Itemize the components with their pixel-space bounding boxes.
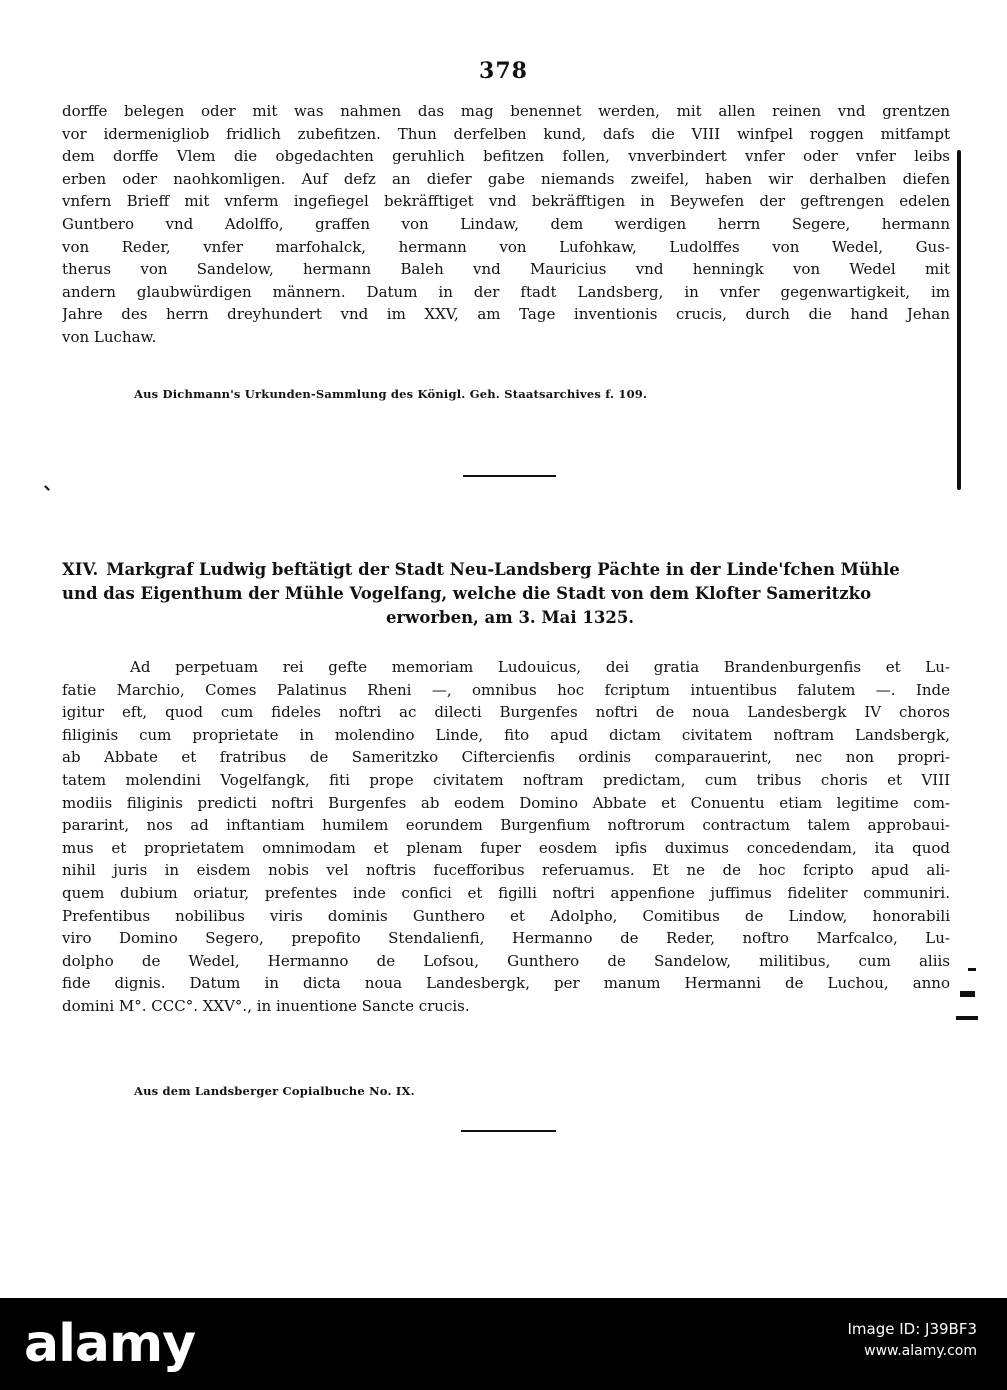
text-line: igitur eft, quod cum fideles noftri ac dilecti Burgenfes noftri de noua Landesbergk IV choros (62, 703, 950, 722)
charter-text-paragraph (62, 100, 950, 349)
text-line: mus et proprietatem omnimodam et plenam fuper eosdem ipfis duximus concedendam, ita quod (62, 838, 950, 857)
margin-scan-mark (960, 991, 975, 997)
stock-watermark-footer (0, 1298, 1007, 1390)
margin-scan-mark (957, 150, 961, 490)
text-line: pararint, nos ad inftantiam humilem eorundem Burgenfium noftrorum contractum talem approbaui- (62, 816, 950, 835)
text-line: von Reder, vnfer marfohalck, hermann von Lufohkaw, Ludolffes von Wedel, Gus- (62, 237, 950, 256)
site-url-label: www.alamy.com (864, 1343, 977, 1359)
text-line: Prefentibus nobilibus viris dominis Gunthero et Adolpho, Comitibus de Lindow, honorabili (62, 906, 950, 925)
text-line: quem dubium oriatur, prefentes inde confici et figilli noftri appenfione juffimus fideliter communiri. (62, 883, 950, 902)
text-line: viro Domino Segero, prepofito Stendalienfi, Hermanno de Reder, noftro Marfcalco, Lu- (62, 929, 950, 948)
margin-scan-mark (956, 1016, 978, 1020)
text-line: Jahre des herrn dreyhundert vnd im XXV, am Tage inventionis crucis, durch die hand Jehan (62, 305, 950, 324)
text-line: tatem molendini Vogelfangk, fiti prope civitatem noftram predictam, cum tribus choris et VIII (62, 770, 950, 789)
text-line: dem dorffe Vlem die obgedachten geruhlich befitzen follen, vnverbindert vnfer oder vnfer leibs (62, 147, 950, 166)
heading-line (62, 558, 958, 582)
text-line: filiginis cum proprietate in molendino Linde, fito apud dictam civitatem noftram Landsbergk, (62, 725, 950, 744)
text-line: fatie Marchio, Comes Palatinus Rheni —, omnibus hoc fcriptum intuentibus falutem —. Inde (62, 680, 950, 699)
source-citation: Aus Dichmann's Urkunden-Sammlung des Königl. Geh. Staatsarchives f. 109. (134, 387, 648, 401)
text-line: von Luchaw. (62, 327, 157, 346)
text-line: therus von Sandelow, hermann Baleh vnd Mauricius vnd henningk von Wedel mit (62, 260, 950, 279)
text-line: andern glaubwürdigen männern. Datum in der ftadt Landsberg, in vnfer gegenwartigkeit, im (62, 282, 950, 301)
heading-text: Markgraf Ludwig beftätigt der Stadt Neu-Landsberg Pächte in der Linde'fchen Mühle (106, 560, 900, 579)
section-divider (461, 1130, 556, 1132)
text-line: ab Abbate et fratribus de Sameritzko Ciftercienfis ordinis comparauerint, nec non propri- (62, 748, 950, 767)
text-line: modiis filiginis predicti noftri Burgenfes ab eodem Domino Abbate et Conuentu etiam legitime com- (62, 793, 950, 812)
footer-info (847, 1318, 977, 1362)
text-line: dolpho de Wedel, Hermanno de Lofsou, Gunthero de Sandelow, militibus, cum aliis (62, 951, 950, 970)
text-line: vnfern Brieff mit vnferm ingefiegel bekräfftiget vnd bekräfftigen in Beywefen der geftrengen edelen (62, 192, 950, 211)
text-line: nihil juris in eisdem nobis vel noftris fucefforibus referuamus. Et ne de hoc fcripto apud ali- (62, 861, 950, 880)
heading-line: und das Eigenthum der Mühle Vogelfang, welche die Stadt von dem Klofter Sameritzko (62, 584, 872, 603)
text-line: dorffe belegen oder mit was nahmen das mag benennet werden, mit allen reinen vnd grentzen (62, 102, 950, 120)
margin-scan-mark (968, 968, 976, 971)
document-number: XIV. (62, 560, 99, 579)
source-citation: Aus dem Landsberger Copialbuche No. IX. (134, 1084, 415, 1098)
text-line: domini M°. CCC°. XXV°., in inuentione Sancte crucis. (62, 996, 470, 1015)
alamy-logo: alamy (24, 1314, 196, 1374)
text-line: Guntbero vnd Adolffo, graffen von Lindaw, dem werdigen herrn Segere, hermann (62, 214, 950, 233)
text-line: vor idermenigliob fridlich zubefitzen. Thun derfelben kund, dafs die VIII winfpel roggen mitfampt (62, 124, 950, 143)
heading-line: erworben, am 3. Mai 1325. (385, 608, 635, 627)
margin-scan-mark (44, 485, 50, 491)
text-line: fide dignis. Datum in dicta noua Landesbergk, per manum Hermanni de Luchou, anno (62, 974, 950, 993)
page-number: 378 (479, 58, 528, 84)
section-divider (463, 475, 556, 477)
text-line: Ad perpetuam rei gefte memoriam Ludouicus, dei gratia Brandenburgenfis et Lu- (130, 658, 950, 676)
document-heading (62, 558, 958, 630)
text-line: erben oder naohkomligen. Auf defz an diefer gabe niemands zweifel, haben wir derhalben diefen (62, 169, 950, 188)
latin-charter-paragraph (62, 656, 950, 1018)
image-id-label: Image ID: J39BF3 (847, 1320, 977, 1338)
